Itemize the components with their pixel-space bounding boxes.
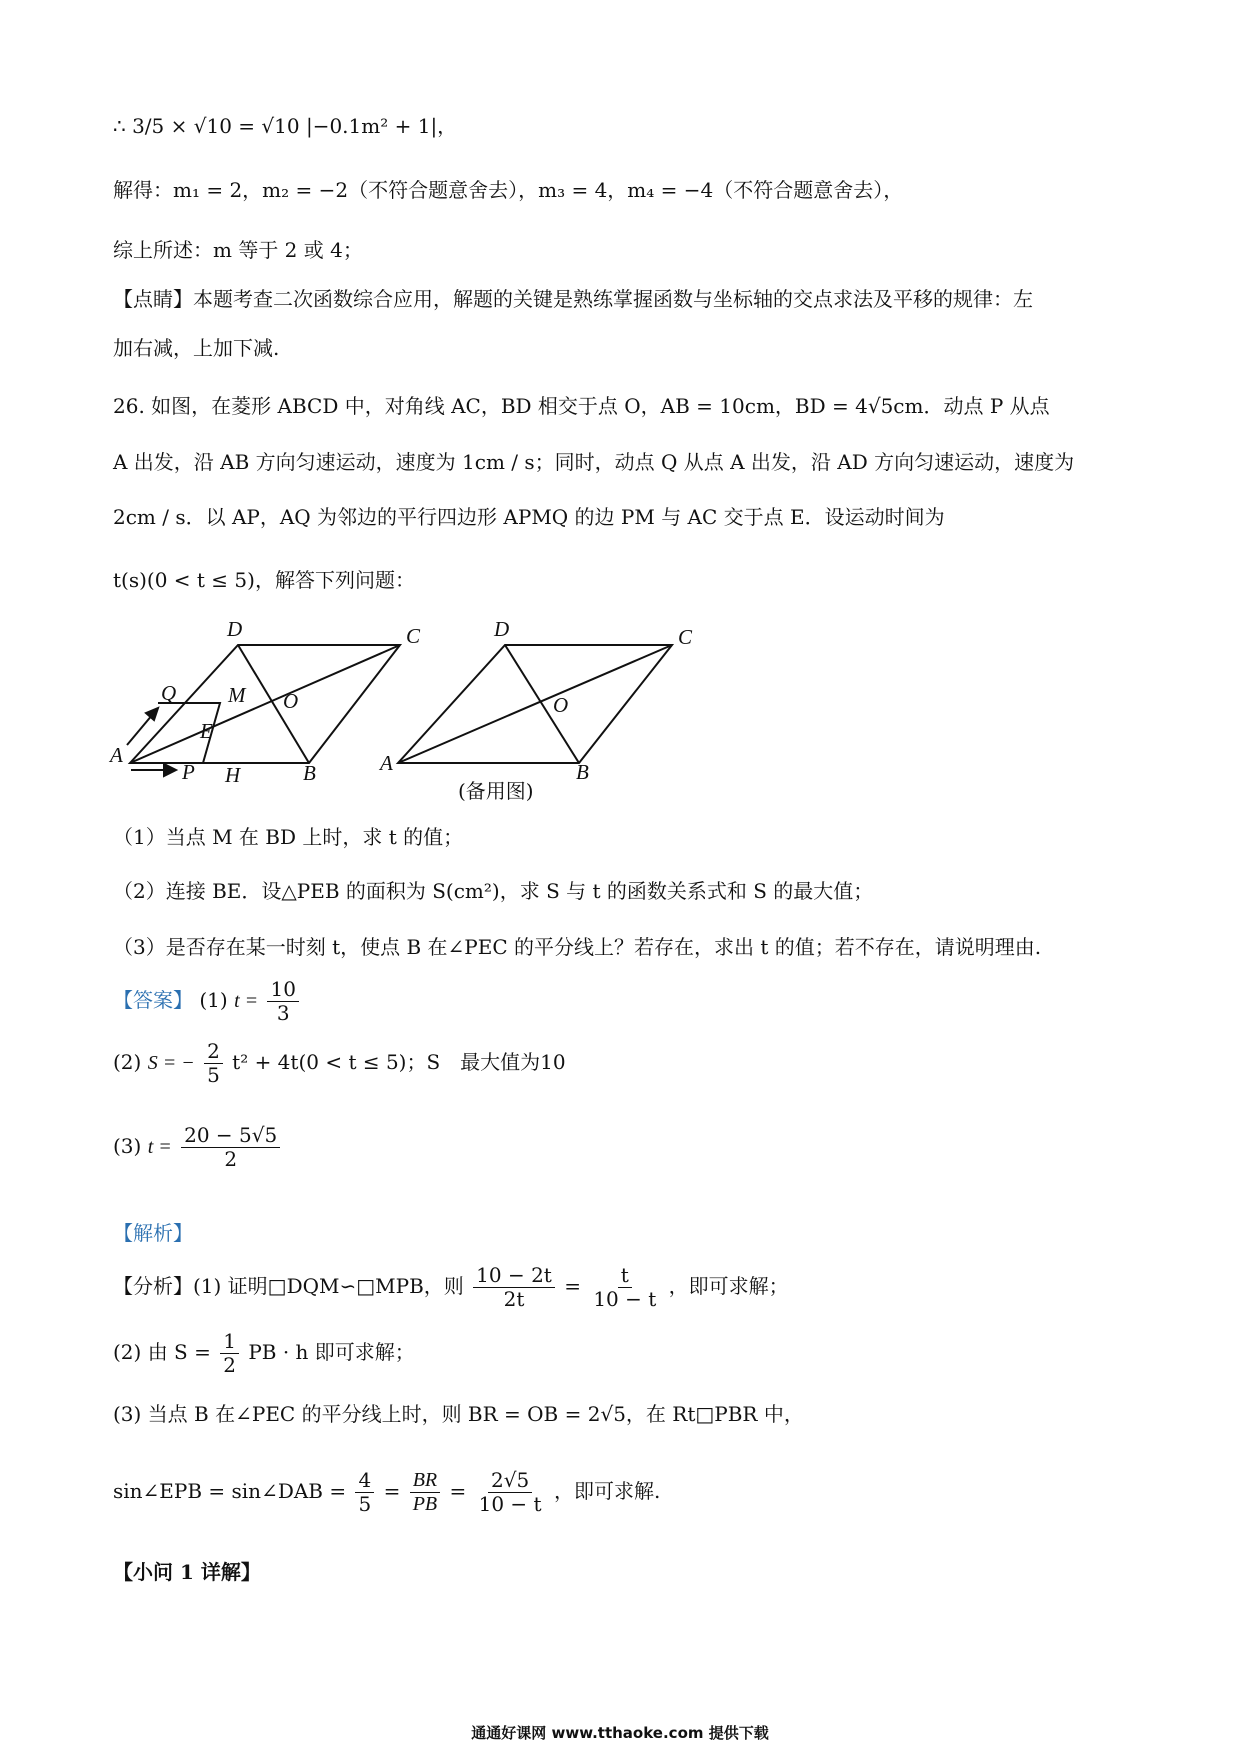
analysis-4-equals-b: = — [449, 1479, 467, 1503]
analysis-line-1 — [113, 1264, 789, 1311]
answer-3-prefix: (3) — [113, 1134, 142, 1158]
answer-2-numerator: 2 — [204, 1040, 223, 1064]
answer-3-numerator: 20 − 5√5 — [181, 1124, 280, 1148]
analysis-4-numerator-a: 4 — [355, 1469, 374, 1493]
analysis-1-denominator-a: 2t — [503, 1287, 525, 1311]
equation-line: ∴ 3/5 × √10 = √10 |−0.1m² + 1|， — [113, 114, 458, 138]
analysis-4-fraction-b — [410, 1469, 440, 1516]
analysis-4-prefix: sin∠EPB = sin∠DAB = — [113, 1479, 347, 1503]
backup-figure — [398, 645, 672, 763]
comment-line-1: 【点睛】本题考查二次函数综合应用，解题的关键是熟练掌握函数与坐标轴的交点求法及平移的规律：左 — [113, 287, 1033, 311]
analysis-4-numerator-b: BR — [410, 1469, 440, 1493]
answer-2-rest: t² + 4t(0 < t ≤ 5)；S 最大值为10 — [232, 1050, 566, 1074]
problem-line-2: A 出发，沿 AB 方向匀速运动，速度为 1cm / s；同时，动点 Q 从点 A 出发，沿 AD 方向匀速运动，速度为 — [113, 450, 1075, 474]
answer-1-prefix: (1) — [199, 988, 228, 1012]
analysis-2-fraction — [220, 1330, 239, 1377]
main-figure — [127, 645, 400, 776]
problem-line-4: t(s)(0 < t ≤ 5)，解答下列问题： — [113, 568, 415, 592]
answer-3-lhs: t = — [147, 1136, 172, 1158]
analysis-1-fraction-b — [590, 1264, 659, 1311]
answer-3-fraction — [181, 1124, 280, 1171]
analysis-4-equals-a: = — [383, 1479, 401, 1503]
backup-caption: (备用图) — [458, 779, 534, 803]
analysis-4-denominator-a: 5 — [358, 1492, 372, 1516]
rhombus-figure — [0, 0, 1240, 820]
problem-line-1: 26. 如图，在菱形 ABCD 中，对角线 AC，BD 相交于点 O，AB = 10cm，BD = 4√5cm．动点 P 从点 — [113, 394, 1050, 418]
question-2: （2）连接 BE．设△PEB 的面积为 S(cm²)，求 S 与 t 的函数关系式和 S 的最大值； — [113, 879, 874, 903]
label-M: M — [228, 683, 246, 707]
label-C: C — [406, 624, 421, 648]
analysis-4-numerator-c: 2√5 — [488, 1469, 532, 1493]
comment-line-2: 加右减，上加下减. — [113, 336, 280, 360]
label-A: A — [110, 743, 123, 767]
label-O: O — [283, 689, 299, 713]
problem-line-3: 2cm / s．以 AP，AQ 为邻边的平行四边形 APMQ 的边 PM 与 AC 交于点 E．设运动时间为 — [113, 505, 945, 529]
answer-2-lhs: S = − — [147, 1052, 195, 1074]
solution-line: 解得：m₁ = 2，m₂ = −2（不符合题意舍去），m₃ = 4，m₄ = −4（不符合题意舍去）， — [113, 178, 904, 202]
analysis-2-prefix: (2) 由 S = — [113, 1340, 211, 1364]
answer-1-lhs: t = — [234, 990, 259, 1012]
analysis-1-numerator-b: t — [618, 1264, 632, 1288]
answer-1-numerator: 10 — [267, 978, 298, 1002]
analysis-4-fraction-c — [476, 1469, 545, 1516]
label-P: P — [182, 760, 195, 784]
analysis-line-3: (3) 当点 B 在∠PEC 的平分线上时，则 BR = OB = 2√5，在 Rt□PBR 中， — [113, 1402, 804, 1426]
analysis-line-2 — [113, 1330, 415, 1377]
question-1: （1）当点 M 在 BD 上时，求 t 的值； — [113, 825, 464, 849]
detail-heading: 【小问 1 详解】 — [113, 1560, 261, 1584]
backup-label-O: O — [553, 693, 569, 717]
summary-line: 综上所述：m 等于 2 或 4； — [113, 238, 363, 262]
backup-label-C: C — [678, 625, 693, 649]
analysis-line-4 — [113, 1469, 660, 1516]
backup-label-D: D — [494, 617, 510, 641]
analysis-1-fraction-a — [473, 1264, 555, 1311]
answer-3 — [113, 1124, 283, 1171]
answer-1-fraction — [267, 978, 298, 1025]
backup-label-A: A — [380, 751, 393, 775]
analysis-1-equals: = — [564, 1274, 581, 1298]
answer-2-fraction — [204, 1040, 223, 1087]
answer-3-denominator: 2 — [224, 1147, 238, 1171]
analysis-4-denominator-b: PB — [412, 1493, 438, 1515]
label-H: H — [225, 763, 241, 787]
label-B: B — [303, 761, 316, 785]
answer-1-denominator: 3 — [276, 1001, 290, 1025]
answer-2-prefix: (2) — [113, 1050, 142, 1074]
analysis-2-denominator: 2 — [223, 1353, 236, 1377]
answer-tag: 【答案】 — [113, 988, 193, 1012]
label-E: E — [200, 719, 213, 743]
analysis-2-numerator: 1 — [220, 1330, 239, 1354]
answer-1 — [113, 978, 302, 1025]
label-D: D — [227, 617, 243, 641]
analysis-1-numerator-a: 10 − 2t — [473, 1264, 555, 1288]
answer-2 — [113, 1040, 566, 1087]
analysis-tag: 【解析】 — [113, 1221, 193, 1245]
analysis-1-suffix: ，即可求解； — [668, 1274, 789, 1298]
analysis-1-prefix: 【分析】(1) 证明□DQM∽□MPB，则 — [113, 1274, 464, 1298]
analysis-1-denominator-b: 10 − t — [593, 1287, 657, 1311]
analysis-4-suffix: ，即可求解. — [553, 1479, 661, 1503]
footer-text: 通通好课网 www.tthaoke.com 提供下载 — [471, 1724, 769, 1742]
analysis-2-suffix: PB · h 即可求解； — [248, 1340, 415, 1364]
backup-label-B: B — [576, 760, 589, 784]
label-Q: Q — [161, 681, 177, 705]
analysis-4-fraction-a — [355, 1469, 374, 1516]
answer-2-denominator: 5 — [207, 1063, 220, 1087]
analysis-4-denominator-c: 10 − t — [478, 1492, 542, 1516]
question-3: （3）是否存在某一时刻 t，使点 B 在∠PEC 的平分线上？若存在，求出 t 的值；若不存在，请说明理由. — [113, 935, 1042, 959]
